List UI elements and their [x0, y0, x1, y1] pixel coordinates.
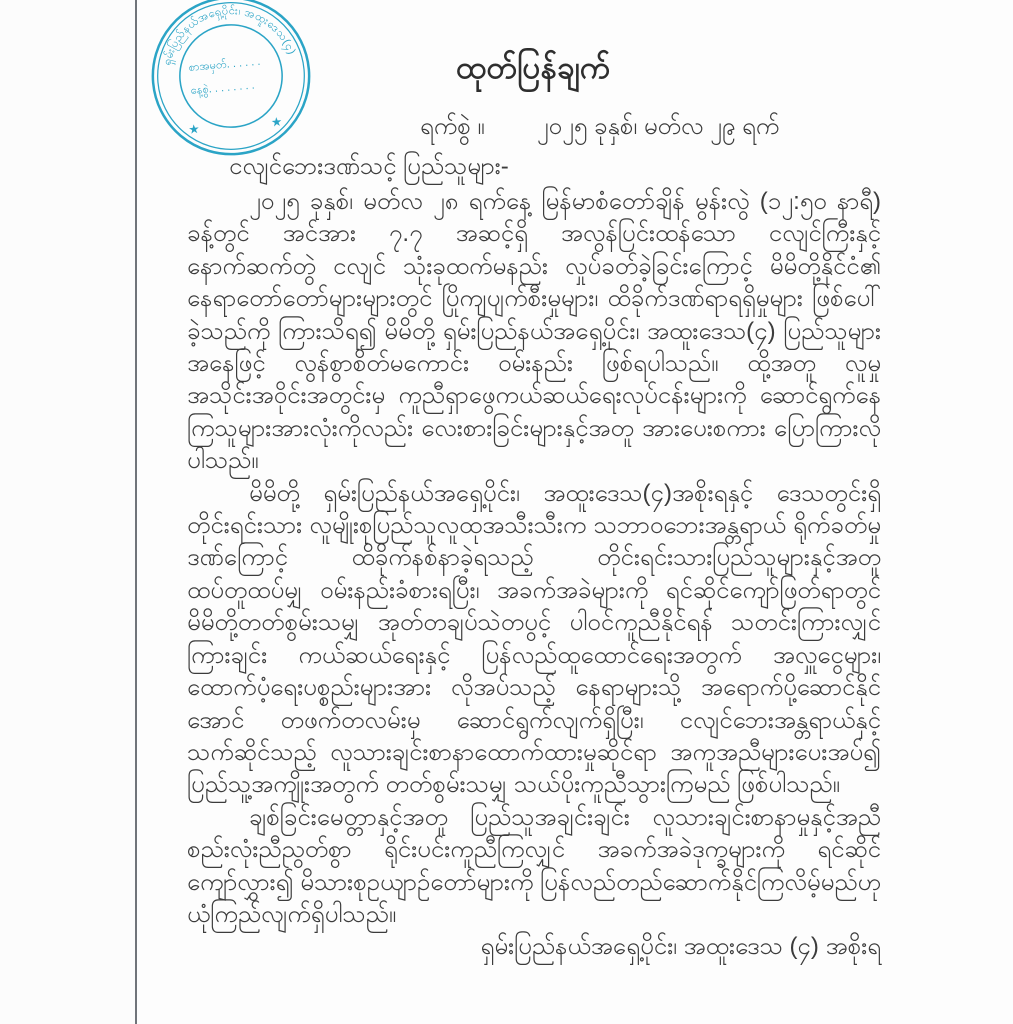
document-body	[187, 186, 881, 931]
salutation-line: ငလျင်ဘေးဒဏ်သင့် ပြည်သူများ-	[229, 153, 509, 180]
photo-left-margin	[0, 0, 135, 1024]
seal-ring-text: ရှမ်းပြည်နယ်အရှေ့ပိုင်း၊ အထူးဒေသ(၄)	[161, 5, 298, 67]
document-title: ထုတ်ပြန်ချက်	[456, 50, 611, 85]
seal-number-line: စာအမှတ်. . . . . .	[188, 55, 261, 74]
seal-date-line: နေ့စွဲ. . . . . . . .	[190, 79, 256, 98]
date-value: ၂၀၂၅ ခုနှစ်၊ မတ်လ ၂၉ ရက်	[536, 113, 780, 140]
body-paragraph: ချစ်ခြင်းမေတ္တာနှင့်အတူ ပြည်သူအချင်းချင်း လူသားချင်းစာနာမှုနှင့်အညီ စည်းလုံးညီညွတ်စွာ ရိုင်းပင်းကူညီကြလျှင် အခက်အခဲဒုက္ခများကို ရင်ဆိုင်ကျော်လွှား၍ မိသားစုဥယျာဉ်တော်များကို ပြန်လည်တည်ဆောက်နိုင်ကြလိမ့်မည်ဟု ယုံကြည်လျက်ရှိပါသည်။	[187, 803, 882, 928]
signature-line: ရှမ်းပြည်နယ်အရှေ့ပိုင်း၊ အထူးဒေသ (၄) အစိုးရ	[480, 933, 881, 960]
body-paragraph: မိမိတို့ ရှမ်းပြည်နယ်အရှေ့ပိုင်း၊ အထူးဒေသ(၄)အစိုးရနှင့် ဒေသတွင်းရှိ တိုင်းရင်းသား လူမျိုးစုပြည်သူလူထုအသီးသီးက သဘာဝဘေးအန္တရာယ် ရိုက်ခတ်မှုဒဏ်ကြောင့် ထိခိုက်နစ်နာခဲ့ရသည့် တိုင်းရင်းသားပြည်သူများနှင့်အတူ ထပ်တူထပ်မျှ ဝမ်းနည်းခံစားရပြီး၊ အခက်အခဲများကို ရင်ဆိုင်ကျော်ဖြတ်ရာတွင် မိမိတို့တတ်စွမ်းသမျှ အုတ်တချပ်သဲတပွင့် ပါဝင်ကူညီနိုင်ရန် သတင်းကြားလျှင်ကြားချင်း ကယ်ဆယ်ရေးနှင့် ပြန်လည်ထူထောင်ရေးအတွက် အလှူငွေများ၊ ထောက်ပံ့ရေးပစ္စည်းများအား လိုအပ်သည့် နေရာများသို့ အရောက်ပို့ဆောင်နိုင်အောင် တဖက်တလမ်းမှ ဆောင်ရွက်လျက်ရှိပြီး၊ ငလျင်ဘေးအန္တရာယ်နှင့် သက်ဆိုင်သည့် လူသားချင်းစာနာထောက်ထားမှုဆိုင်ရာ အကူအညီများပေးအပ်၍ ပြည်သူ့အကျိုးအတွက် တတ်စွမ်းသမျှ သယ်ပိုးကူညီသွားကြမည် ဖြစ်ပါသည်။	[187, 479, 881, 799]
body-paragraph: ၂၀၂၅ ခုနှစ်၊ မတ်လ ၂၈ ရက်နေ့ မြန်မာစံတော်ချိန် မွန်းလွဲ (၁၂:၅၀ နာရီ) ခန့်တွင် အင်အား ၇.၇ အဆင့်ရှိ အလွန်ပြင်းထန်သော ငလျင်ကြီးနှင့် နောက်ဆက်တွဲ ငလျင် သုံးခုထက်မနည်း လှုပ်ခတ်ခဲ့ခြင်းကြောင့် မိမိတို့နိုင်ငံ၏ နေရာတော်တော်များများတွင် ပြိုကျပျက်စီးမှုများ၊ ထိခိုက်ဒဏ်ရာရရှိမှုများ ဖြစ်ပေါ်ခဲ့သည်ကို ကြားသိရ၍ မိမိတို့ ရှမ်းပြည်နယ်အရှေ့ပိုင်း၊ အထူးဒေသ(၄) ပြည်သူများအနေဖြင့် လွန်စွာစိတ်မကောင်း ဝမ်းနည်း ဖြစ်ရပါသည်။ ထို့အတူ လူမှုအသိုင်းအဝိုင်းအတွင်းမှ ကူညီရှာဖွေကယ်ဆယ်ရေးလုပ်ငန်းများကို ဆောင်ရွက်နေကြသူများအားလုံးကိုလည်း လေးစားခြင်းများနှင့်အတူ အားပေးစကား ပြောကြားလိုပါသည်။	[187, 188, 881, 475]
seal-star-right-icon: ★	[270, 114, 283, 130]
date-line	[420, 110, 779, 146]
date-label: ရက်စွဲ ။	[420, 113, 485, 140]
seal-star-left-icon: ★	[187, 121, 201, 137]
